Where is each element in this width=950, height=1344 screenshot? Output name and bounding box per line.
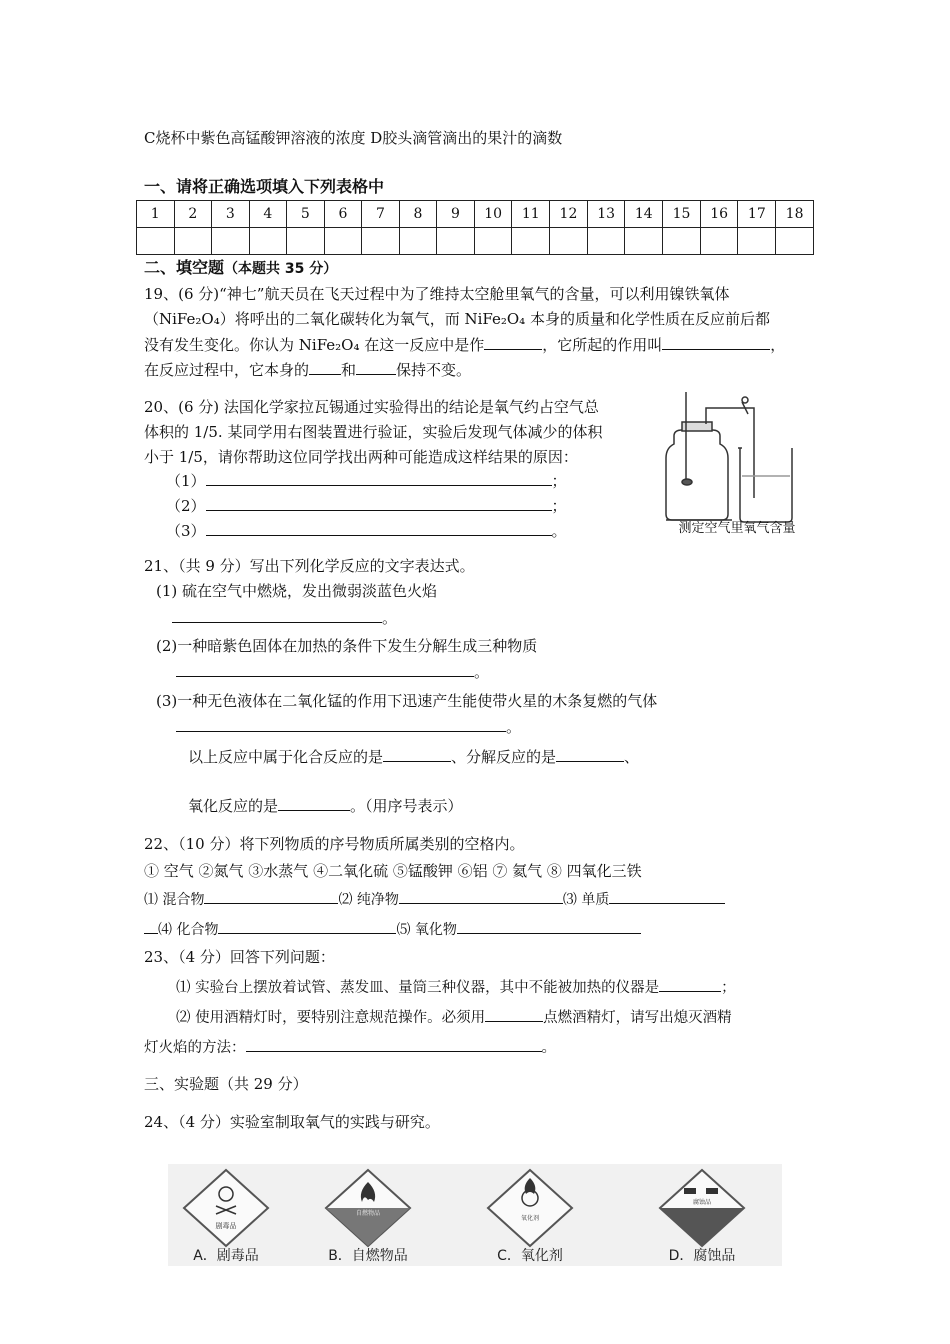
answer-table-number-cell: 11 [512, 201, 550, 228]
q19-line4-end: 保持不变。 [396, 361, 472, 379]
answer-table-number-cell: 7 [362, 201, 400, 228]
q20-line2: 体积的 1/5. 某同学用右图装置进行验证，实验后发现气体减少的体积 [144, 423, 603, 441]
corrosion-icon [684, 1188, 696, 1194]
answer-table-answer-cell[interactable] [399, 228, 437, 255]
q22-category-mixture: ⑴ 混合物 [144, 892, 205, 908]
q23-blank-extinguish[interactable] [246, 1036, 542, 1052]
answer-table-number-cell: 17 [738, 201, 776, 228]
q19-line4-text: 在反应过程中，它本身的 [144, 361, 310, 379]
answer-table-answer-cell[interactable] [550, 228, 588, 255]
answer-table-number-cell: 18 [776, 201, 814, 228]
q21-summary2-text: 氧化反应的是 [188, 797, 279, 815]
q23-blank-ignite[interactable] [485, 1006, 543, 1022]
q21-summary1-text2: 、分解反应的是 [451, 748, 557, 766]
q22-categories-row2 [144, 918, 641, 940]
answer-table-number-cell: 14 [625, 201, 663, 228]
q20-item-3-end: 。 [551, 522, 567, 540]
q23-title: 23、（4 分）回答下列问题： [144, 948, 335, 966]
q19-blank-role[interactable] [484, 334, 542, 350]
q19-blank-property[interactable] [356, 359, 396, 375]
section3-heading: 三、实验题（共 29 分） [144, 1075, 308, 1093]
q19-line3-text: 没有发生变化。你认为 NiFe₂O₄ 在这一反应中是作 [144, 336, 485, 354]
q19-line3 [144, 334, 785, 355]
q21-blank-oxidation[interactable] [278, 795, 350, 811]
q22-blank-compound[interactable] [218, 918, 396, 934]
answer-table-answer-cell[interactable] [700, 228, 738, 255]
q22-title: 22、（10 分）将下列物质的序号物质所属类别的空格内。 [144, 835, 525, 853]
section2-heading-main: 二、填空题 [144, 258, 225, 277]
q19-blank-effect[interactable] [662, 334, 770, 350]
q22-category-element: ⑶ 单质 [562, 892, 610, 908]
q20-line1: 20、(6 分) 法国化学家拉瓦锡通过实验得出的结论是氧气约占空气总 [144, 398, 599, 416]
q21-answer2 [176, 661, 489, 682]
q20-blank-3[interactable] [206, 520, 552, 536]
q21-answer1 [172, 607, 397, 628]
answer-table-answer-cell[interactable] [738, 228, 776, 255]
q22-category-compound: ⑷ 化合物 [158, 922, 219, 938]
q23-part1 [176, 976, 736, 998]
hazard-label-c: C．氧化剂 [497, 1248, 563, 1264]
q20-item-2 [166, 495, 567, 516]
q22-blank-oxide[interactable] [457, 918, 641, 934]
q22-blank-mixture[interactable] [204, 888, 338, 904]
q21-answer3-end: 。 [506, 718, 522, 736]
hazard-symbols-figure [168, 1164, 782, 1266]
answer-table-number-cell: 15 [663, 201, 701, 228]
q23-part1-end: ； [721, 980, 736, 996]
q20-item-1-label: （1） [166, 472, 206, 490]
q22-blank-element[interactable] [609, 888, 725, 904]
q21-summary1-end: 、 [624, 748, 640, 766]
answer-table-answer-cell[interactable] [625, 228, 663, 255]
hazard-label-b: B．自燃物品 [328, 1248, 408, 1264]
q19-line3-text2: ，它所起的作用叫 [542, 336, 663, 354]
answer-table-number-cell: 9 [437, 201, 475, 228]
q22-substances: ① 空气 ②氮气 ③水蒸气 ④二氧化硫 ⑤锰酸钾 ⑥铝 ⑦ 氦气 ⑧ 四氧化三铁 [144, 862, 642, 880]
q21-summary2 [188, 795, 463, 816]
answer-table-number-cell: 2 [174, 201, 212, 228]
answer-table-answer-cell[interactable] [137, 228, 175, 255]
q21-blank-combination[interactable] [383, 746, 451, 762]
q19-blank-mass[interactable] [309, 359, 341, 375]
q21-part1: (1) 硫在空气中燃烧，发出微弱淡蓝色火焰 [156, 582, 438, 600]
answer-table-answer-cell[interactable] [212, 228, 250, 255]
q22-blank-pure[interactable] [399, 888, 563, 904]
hazard-label-a: A．剧毒品 [193, 1248, 259, 1264]
q20-item-2-end: ； [551, 497, 567, 515]
q23-part2-text: ⑵ 使用酒精灯时，要特别注意规范操作。必须用 [176, 1010, 486, 1026]
q22-blank-element-cont[interactable] [144, 918, 158, 934]
q23-part2 [176, 1006, 732, 1028]
answer-table-number-cell: 5 [287, 201, 325, 228]
q21-summary1-text: 以上反应中属于化合反应的是 [188, 748, 384, 766]
answer-table-number-cell: 6 [324, 201, 362, 228]
q23-part1-text: ⑴ 实验台上摆放着试管、蒸发皿、量筒三种仪器，其中不能被加热的仪器是 [176, 980, 660, 996]
q21-answer1-end: 。 [382, 609, 398, 627]
answer-table-answer-cell[interactable] [437, 228, 475, 255]
answer-table-answer-cell[interactable] [663, 228, 701, 255]
answer-table-number-cell: 8 [399, 201, 437, 228]
answer-table-answer-cell[interactable] [324, 228, 362, 255]
q22-category-pure: ⑵ 纯净物 [338, 892, 399, 908]
q19-line1: 19、(6 分)“神七”航天员在飞天过程中为了维持太空舱里氧气的含量，可以利用镍铁氧体 [144, 285, 730, 303]
answer-table-number-cell: 13 [587, 201, 625, 228]
section2-heading [144, 258, 337, 279]
answer-table-answer-row [137, 228, 814, 255]
q21-summary1 [188, 746, 639, 767]
oxygen-apparatus-figure [662, 386, 812, 538]
flammable-small-label: 自燃物品 [355, 1210, 381, 1217]
q21-blank-2[interactable] [176, 661, 474, 677]
q24-title: 24、（4 分）实验室制取氧气的实践与研究。 [144, 1113, 440, 1131]
q21-part3: (3)一种无色液体在二氧化锰的作用下迅速产生能使带火星的木条复燃的气体 [156, 692, 658, 710]
q20-item-1-end: ； [551, 472, 567, 490]
oxidizer-small-label: 氧化剂 [520, 1215, 540, 1222]
answer-table-number-cell: 3 [212, 201, 250, 228]
q20-item-2-label: （2） [166, 497, 206, 515]
q20-item-1 [166, 470, 567, 491]
q20-line3: 小于 1/5，请你帮助这位同学找出两种可能造成这样结果的原因： [144, 448, 578, 466]
q19-line4-and: 和 [341, 361, 357, 379]
q23-part3-text: 灯火焰的方法： [144, 1040, 246, 1056]
answer-table-answer-cell[interactable] [249, 228, 287, 255]
answer-table-answer-cell[interactable] [174, 228, 212, 255]
q20-blank-1[interactable] [206, 470, 552, 486]
q21-blank-1[interactable] [172, 607, 382, 623]
apparatus-caption: 测定空气里氧气含量 [678, 521, 796, 536]
answer-table-number-cell: 16 [700, 201, 738, 228]
q22-categories-row1 [144, 888, 725, 910]
q19-line3-end: ， [770, 336, 786, 354]
q23-part2-text2: 点燃酒精灯，请写出熄灭酒精 [543, 1010, 732, 1026]
toxic-small-label: 剧毒品 [215, 1222, 237, 1230]
top-options-text: C烧杯中紫色高锰酸钾溶液的浓度 D胶头滴管滴出的果汁的滴数 [144, 129, 563, 147]
q23-blank-instrument[interactable] [659, 976, 721, 992]
q19-line4 [144, 359, 471, 380]
q21-blank-decomposition[interactable] [556, 746, 624, 762]
q21-part2: (2)一种暗紫色固体在加热的条件下发生分解生成三种物质 [156, 637, 538, 655]
q21-answer3 [176, 716, 521, 737]
answer-table-answer-cell[interactable] [362, 228, 400, 255]
answer-table-number-cell: 12 [550, 201, 588, 228]
q21-title: 21、（共 9 分）写出下列化学反应的文字表达式。 [144, 557, 475, 575]
answer-table-answer-cell[interactable] [287, 228, 325, 255]
apparatus-drawing [666, 392, 792, 522]
q20-item-3-label: （3） [166, 522, 206, 540]
answer-table [136, 200, 814, 255]
answer-table-answer-cell[interactable] [776, 228, 814, 255]
answer-table-number-cell: 10 [474, 201, 512, 228]
q21-answer2-end: 。 [474, 663, 490, 681]
answer-table-answer-cell[interactable] [587, 228, 625, 255]
answer-table-number-cell: 1 [137, 201, 175, 228]
section2-heading-sub: （本题共 35 分） [224, 261, 338, 277]
answer-table-answer-cell[interactable] [512, 228, 550, 255]
q20-blank-2[interactable] [206, 495, 552, 511]
answer-table-number-row [137, 201, 814, 228]
answer-table-number-cell: 4 [249, 201, 287, 228]
q23-part3 [144, 1036, 556, 1058]
q20-item-3 [166, 520, 567, 541]
q21-summary2-end: 。（用序号表示） [350, 797, 463, 815]
answer-table-answer-cell[interactable] [474, 228, 512, 255]
hazard-label-d: D．腐蚀品 [668, 1248, 736, 1264]
corrosive-small-label: 腐蚀品 [692, 1199, 712, 1206]
q21-blank-3[interactable] [176, 716, 506, 732]
q23-part3-end: 。 [541, 1040, 556, 1056]
section1-heading: 一、请将正确选项填入下列表格中 [144, 177, 385, 196]
q19-line2: （NiFe₂O₄）将呼出的二氧化碳转化为氧气，而 NiFe₂O₄ 本身的质量和化学性质在反应前后都 [144, 310, 770, 328]
q22-category-oxide: ⑸ 氧化物 [396, 922, 457, 938]
